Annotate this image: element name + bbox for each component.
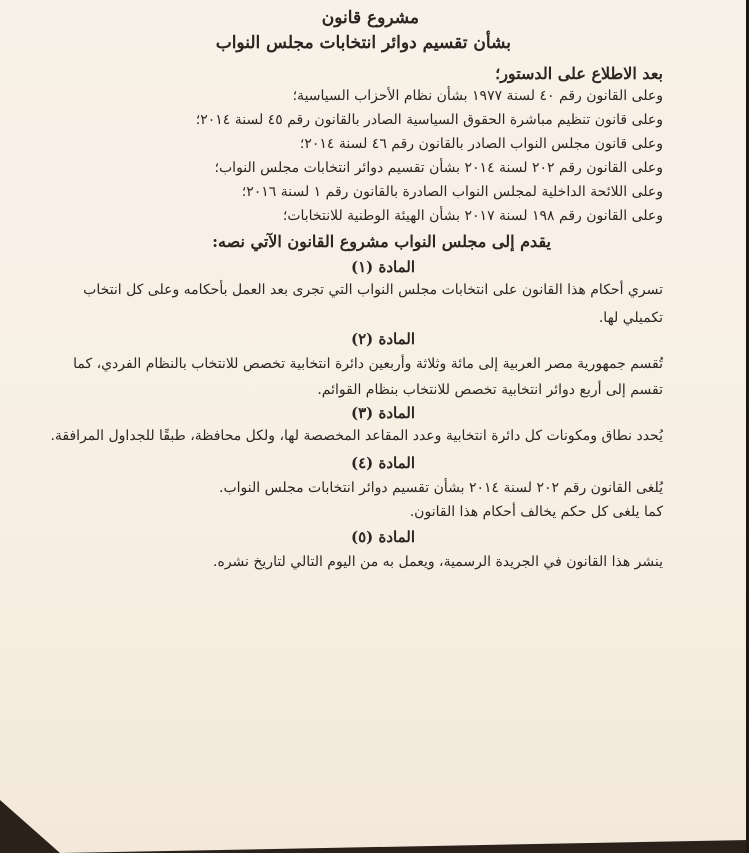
- document-subtitle: بشأن تقسيم دوائر انتخابات مجلس النواب: [215, 33, 511, 53]
- submission-statement: يقدم إلى مجلس النواب مشروع القانون الآتي نصه:: [212, 232, 551, 251]
- article-text: تُقسم جمهورية مصر العربية إلى مائة وثلاثة وأربعين دائرة انتخابية تخصص للانتخاب بالنظام الفردي، كما: [73, 356, 663, 372]
- article-text: تسري أحكام هذا القانون على انتخابات مجلس النواب التي تجرى بعد العمل بأحكامه وعلى كل انتخاب: [83, 282, 663, 298]
- preamble-line: وعلى القانون رقم ٢٠٢ لسنة ٢٠١٤ بشأن تقسيم دوائر انتخابات مجلس النواب؛: [214, 160, 663, 176]
- article-heading: المادة (١): [350, 258, 415, 276]
- article-text: يُحدد نطاق ومكونات كل دائرة انتخابية وعدد المقاعد المخصصة لها، ولكل محافظة، طبقًا للجداول المرافقة.: [50, 428, 663, 444]
- article-heading: المادة (٥): [350, 528, 415, 546]
- article-text: كما يلغى كل حكم يخالف أحكام هذا القانون.: [409, 504, 663, 520]
- document-title: مشروع قانون: [321, 8, 419, 28]
- article-heading: المادة (٣): [350, 404, 415, 422]
- preamble-line: وعلى القانون رقم ٤٠ لسنة ١٩٧٧ بشأن نظام الأحزاب السياسية؛: [292, 88, 663, 104]
- preamble-line: وعلى قانون مجلس النواب الصادر بالقانون رقم ٤٦ لسنة ٢٠١٤؛: [299, 136, 663, 152]
- preamble-line: وعلى قانون تنظيم مباشرة الحقوق السياسية الصادر بالقانون رقم ٤٥ لسنة ٢٠١٤؛: [195, 112, 663, 128]
- preamble-line: وعلى اللائحة الداخلية لمجلس النواب الصادرة بالقانون رقم ١ لسنة ٢٠١٦؛: [241, 184, 663, 200]
- article-heading: المادة (٤): [350, 454, 415, 472]
- article-text: تقسم إلى أربع دوائر انتخابية تخصص للانتخاب بنظام القوائم.: [317, 382, 663, 398]
- preamble-line: وعلى القانون رقم ١٩٨ لسنة ٢٠١٧ بشأن الهيئة الوطنية للانتخابات؛: [282, 208, 663, 224]
- preamble-heading: بعد الاطلاع على الدستور؛: [495, 64, 663, 83]
- article-text: تكميلي لها.: [598, 310, 663, 326]
- article-heading: المادة (٢): [350, 330, 415, 348]
- article-text: يُلغى القانون رقم ٢٠٢ لسنة ٢٠١٤ بشأن تقسيم دوائر انتخابات مجلس النواب.: [219, 480, 663, 496]
- article-text: ينشر هذا القانون في الجريدة الرسمية، ويعمل به من اليوم التالي لتاريخ نشره.: [213, 554, 663, 570]
